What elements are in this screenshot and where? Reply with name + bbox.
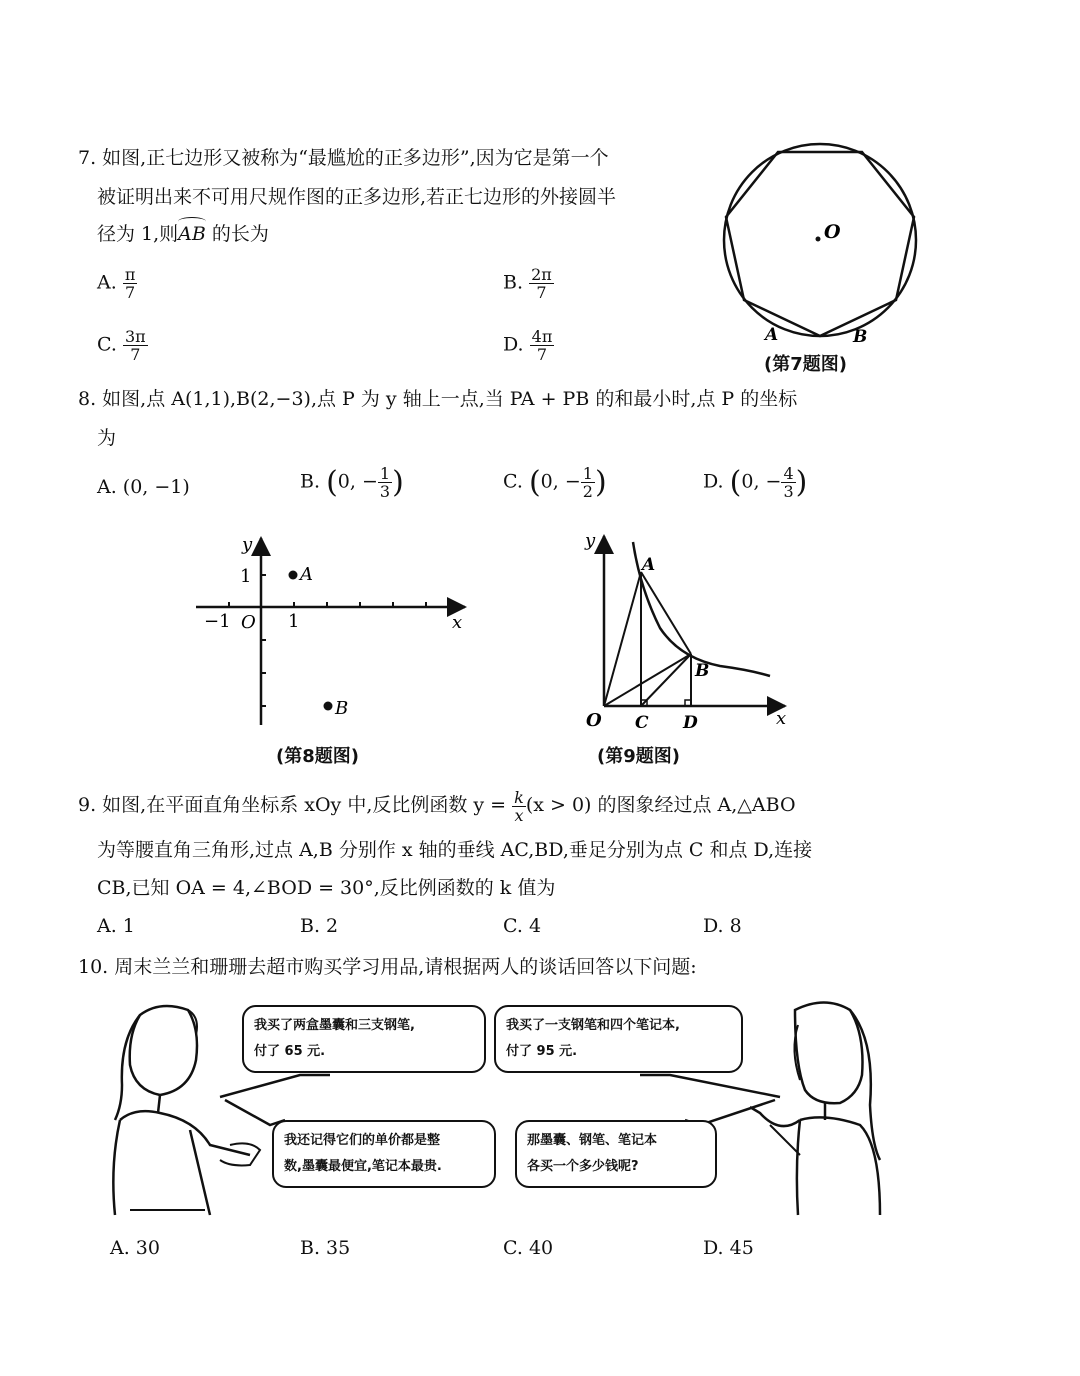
q7-line3 <box>97 222 269 246</box>
bubble-3 <box>272 1120 496 1188</box>
q9-line1-post: (x > 0) 的图象经过点 A,△ABO <box>525 794 796 816</box>
q8-option-d-letter: D. <box>703 470 724 493</box>
q9-line3: CB,已知 OA = 4,∠BOD = 30°,反比例函数的 k 值为 <box>97 877 556 899</box>
point-b-label: B <box>335 698 349 719</box>
q9-line1-pre: 9. 如图,在平面直角坐标系 xOy 中,反比例函数 y = <box>78 794 507 816</box>
frac-num: k <box>514 787 524 807</box>
bubble-4 <box>515 1120 717 1188</box>
q7-option-a-frac <box>123 266 138 301</box>
paren-left: ( <box>729 465 742 500</box>
origin-label: O <box>586 710 602 731</box>
point-b-label: B <box>695 661 710 681</box>
frac-num: 2π <box>531 265 552 284</box>
q8-option-c-pre: 0, − <box>540 470 581 493</box>
origin-label: O <box>241 612 256 633</box>
x-tick-pos-label: 1 <box>288 611 300 632</box>
bubble-2-line-2: 付了 95 元. <box>506 1044 578 1059</box>
q8-option-c[interactable] <box>503 465 607 500</box>
q10-option-d[interactable]: D. 45 <box>703 1237 754 1259</box>
y-tick-label: 1 <box>240 566 252 587</box>
frac-den: x <box>514 805 524 825</box>
arc-ab <box>178 222 206 246</box>
q7-option-d-letter: D. <box>503 333 524 356</box>
point-a-label: A <box>642 555 656 575</box>
q8-option-b-pre: 0, − <box>337 470 378 493</box>
q7-option-b[interactable] <box>503 266 554 301</box>
q7-option-a[interactable] <box>97 266 137 301</box>
point-c-label: C <box>635 713 649 733</box>
frac-den: 2 <box>582 482 593 501</box>
q8-line2: 为 <box>97 427 117 449</box>
q8-caption: (第8题图) <box>276 746 359 767</box>
q8-option-c-frac <box>581 465 595 500</box>
bubble-3-line-2: 数,墨囊最便宜,笔记本最贵. <box>284 1159 442 1174</box>
q9-option-b[interactable]: B. 2 <box>300 915 339 937</box>
point-a <box>289 571 298 580</box>
frac-num: 3π <box>124 327 146 346</box>
q10-option-b[interactable]: B. 35 <box>300 1237 351 1259</box>
q7-option-a-letter: A. <box>97 271 117 294</box>
q9-figure <box>580 528 795 736</box>
q8-option-d-frac <box>781 465 795 500</box>
q10-option-c[interactable]: C. 40 <box>503 1237 554 1259</box>
k-over-x <box>512 789 526 824</box>
q9-line2: 为等腰直角三角形,过点 A,B 分别作 x 轴的垂线 AC,BD,垂足分别为点 C 和点 D,连接 <box>97 839 813 861</box>
q8-option-d-pre: 0, − <box>741 470 782 493</box>
frac-num: 1 <box>379 464 391 483</box>
frac-den: 7 <box>536 283 547 302</box>
q7-line3-pre: 径为 1,则 <box>97 223 179 245</box>
center-label: O <box>824 221 841 243</box>
q7-option-c-frac <box>123 328 148 363</box>
segment-oa <box>604 572 641 706</box>
q8-figure <box>190 530 480 730</box>
q7-option-d-frac <box>530 328 555 363</box>
segment-ab <box>641 572 691 654</box>
q8-option-b-letter: B. <box>300 470 321 493</box>
q7-caption: (第7题图) <box>764 354 847 375</box>
bubble-1-line-2: 付了 65 元. <box>254 1044 326 1059</box>
q7-option-b-letter: B. <box>503 271 524 294</box>
bubble-1-line-1: 我买了两盒墨囊和三支钢笔, <box>254 1018 415 1033</box>
q7-option-d[interactable] <box>503 328 554 363</box>
paren-left: ( <box>326 465 338 500</box>
q8-option-d[interactable] <box>703 465 807 500</box>
heptagon-figure <box>715 135 925 350</box>
paren-left: ( <box>528 465 541 500</box>
paren-right: ) <box>795 465 808 500</box>
paren-right: ) <box>392 465 404 500</box>
point-a-label: A <box>300 564 313 585</box>
vertex-b-label: B <box>853 327 868 347</box>
q7-option-c-letter: C. <box>97 333 117 356</box>
x-axis-label: x <box>776 708 787 729</box>
q9-line1 <box>78 785 796 825</box>
q7-option-c[interactable] <box>97 328 148 363</box>
q8-option-b[interactable] <box>300 465 404 500</box>
q7-line2: 被证明出来不可用尺规作图的正多边形,若正七边形的外接圆半 <box>97 186 617 208</box>
frac-den: 7 <box>130 345 141 364</box>
frac-num: 4 <box>783 464 794 483</box>
frac-num: 1 <box>582 464 593 483</box>
y-axis-label: y <box>585 530 596 551</box>
frac-num: π <box>124 265 136 284</box>
frac-den: 3 <box>783 482 794 501</box>
frac-den: 7 <box>124 283 136 302</box>
frac-den: 3 <box>379 482 391 501</box>
paren-right: ) <box>594 465 607 500</box>
center-point <box>816 237 821 242</box>
q10-line1: 10. 周末兰兰和珊珊去超市购买学习用品,请根据两人的谈话回答以下问题: <box>78 956 697 978</box>
arc-mark <box>178 217 206 226</box>
q7-line3-post: 的长为 <box>205 223 269 245</box>
q8-option-b-frac <box>378 465 392 500</box>
point-d-label: D <box>683 713 698 733</box>
bubble-4-line-2: 各买一个多少钱呢? <box>527 1159 639 1174</box>
vertex-a-label: A <box>765 325 779 345</box>
bubble-1 <box>242 1005 486 1073</box>
q9-caption: (第9题图) <box>597 746 680 767</box>
q7-option-b-frac <box>529 266 554 301</box>
q8-line1: 8. 如图,点 A(1,1),B(2,−3),点 P 为 y 轴上一点,当 PA + PB 的和最小时,点 P 的坐标 <box>78 388 798 410</box>
q7-line1: 7. 如图,正七边形又被称为“最尴尬的正多边形”,因为它是第一个 <box>78 147 609 169</box>
y-axis-label: y <box>242 534 253 555</box>
q8-option-c-letter: C. <box>503 470 523 493</box>
frac-den: 7 <box>536 345 548 364</box>
bubble-2 <box>494 1005 743 1073</box>
q9-option-d[interactable]: D. 8 <box>703 915 742 937</box>
frac-num: 4π <box>531 327 553 346</box>
q9-option-a[interactable]: A. 1 <box>97 915 135 937</box>
q9-option-c[interactable]: C. 4 <box>503 915 542 937</box>
point-b <box>324 702 333 711</box>
arc-ab-label: AB <box>178 223 206 245</box>
q8-option-a[interactable]: A. (0, −1) <box>97 476 190 498</box>
q10-option-a[interactable]: A. 30 <box>110 1237 160 1259</box>
x-tick-neg-label: −1 <box>204 611 231 632</box>
bubble-2-line-1: 我买了一支钢笔和四个笔记本, <box>506 1018 680 1033</box>
x-axis-label: x <box>452 612 463 633</box>
bubble-4-line-1: 那墨囊、钢笔、笔记本 <box>527 1133 658 1148</box>
bubble-3-line-1: 我还记得它们的单价都是整 <box>284 1133 441 1148</box>
